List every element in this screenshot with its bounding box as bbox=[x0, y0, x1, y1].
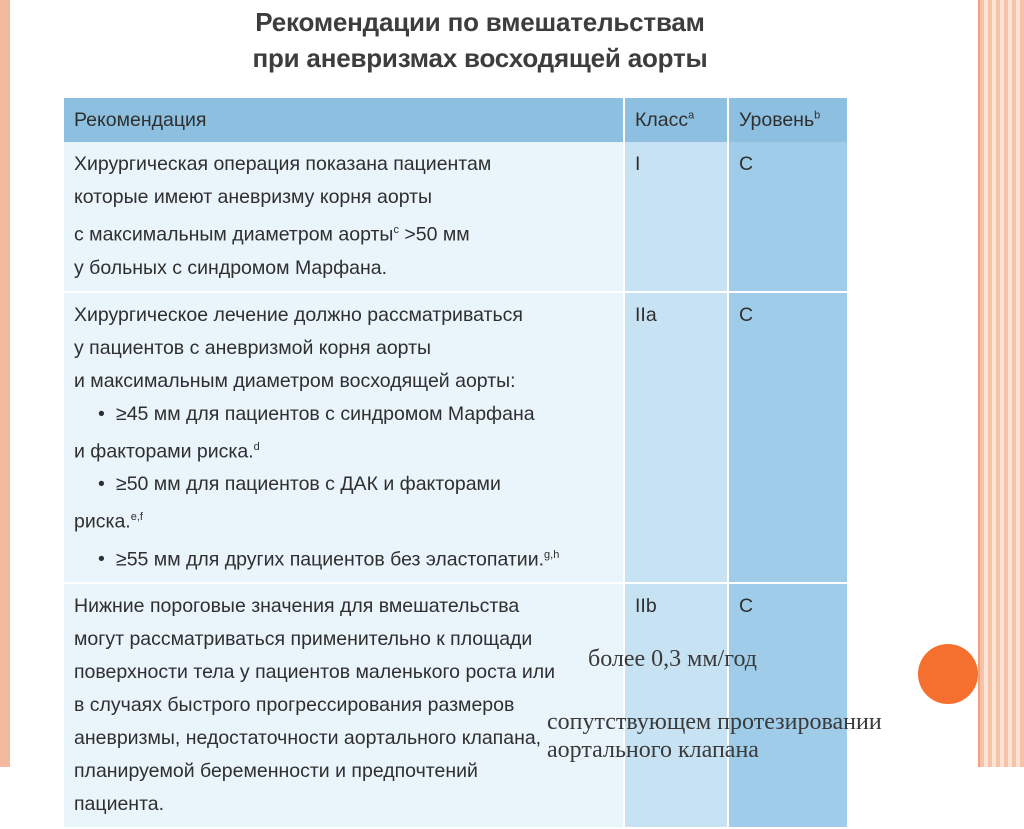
bullet-item: • ≥50 мм для пациентов с ДАК и факторами bbox=[98, 473, 501, 495]
bullet-item: • ≥45 мм для пациентов с синдромом Марфана bbox=[98, 402, 535, 425]
header-class: Класс$^a$ bbox=[624, 98, 728, 142]
header-level: Уровень$^b$ bbox=[728, 98, 848, 142]
table-row bbox=[64, 142, 848, 292]
recommendation-cell: Хирургическое лечение должно рассматриваться у пациентов с аневризмой корня аорты и максимальным диаметром восходящей аорты: • ≥45 мм для пациентов с синдромом Марфана и факторами риска.$^d$ • ≥50 мм для пациентов с ДАК и факторами риска.$^{e,f}$ • ≥55 мм для других пациентов без эластопатии.$^{g,h}$ bbox=[64, 292, 624, 584]
recommendation-cell: Нижние пороговые значения для вмешательства могут рассматриваться применительно к площади поверхности тела у пациентов маленького роста или в случаях быстрого прогрессирования размеров аневризмы, недостаточности аортального клапана, планируемой беременности и предпочтений пациента. bbox=[64, 583, 624, 828]
class-cell: IIb bbox=[624, 583, 728, 828]
recommendation-cell: Хирургическая операция показана пациентам которые имеют аневризму корня аорты с максимальным диаметром аорты$^с$ >50 мм у больных с синдромом Марфана. bbox=[64, 142, 624, 292]
left-border-decoration bbox=[0, 0, 10, 767]
overlay-rate-text: более 0,3 мм/год bbox=[588, 646, 757, 672]
table-header-row bbox=[64, 98, 848, 142]
table-row bbox=[64, 292, 848, 584]
orange-circle-decoration bbox=[918, 644, 978, 704]
title-line-1: Рекомендации по вмешательствам bbox=[255, 7, 705, 37]
bullet-item: • ≥55 мм для других пациентов без эластопатии.$^{g,h}$ bbox=[98, 548, 560, 570]
right-border-stripes bbox=[980, 0, 1024, 767]
level-cell: C bbox=[728, 292, 848, 584]
header-recommendation: Рекомендация bbox=[64, 98, 624, 142]
right-border-line bbox=[978, 0, 980, 767]
overlay-prosthesis-line-1: сопутствующем протезировании bbox=[547, 709, 882, 735]
table-row bbox=[64, 583, 848, 828]
level-cell: C bbox=[728, 583, 848, 828]
overlay-prosthesis-line-2: аортального клапана bbox=[547, 737, 759, 763]
title-line-2: при аневризмах восходящей аорты bbox=[252, 43, 708, 73]
level-cell: C bbox=[728, 142, 848, 292]
class-cell: I bbox=[624, 142, 728, 292]
slide-title bbox=[90, 4, 870, 76]
class-cell: IIa bbox=[624, 292, 728, 584]
